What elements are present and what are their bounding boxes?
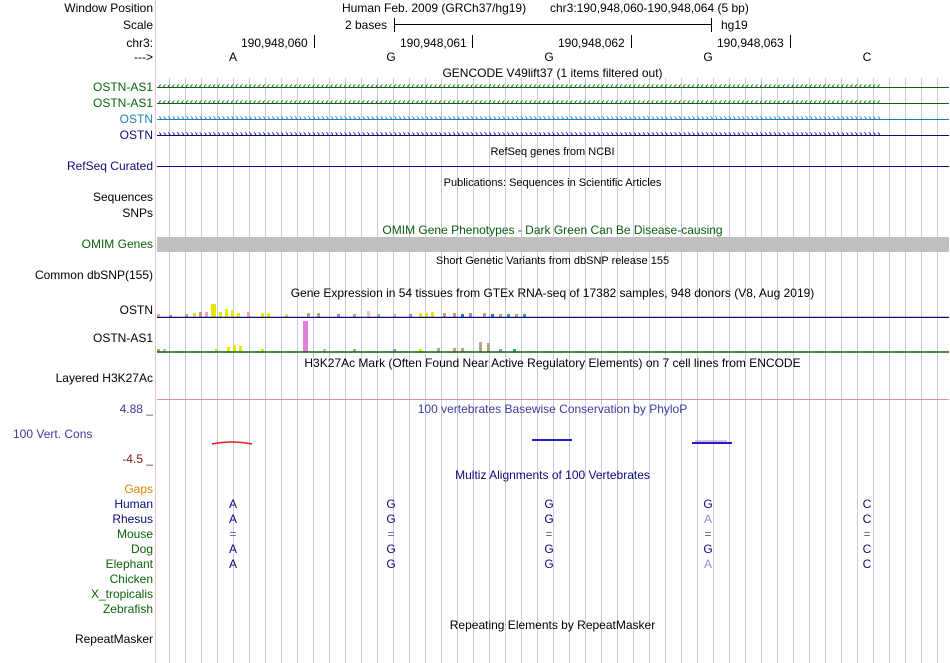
multiz-base: A [228,512,237,526]
gtex-ostn-as1-chart[interactable] [157,319,949,353]
gtex-ostn-as1-bars [157,321,516,352]
multiz-base: = [704,527,712,541]
strand-label[interactable]: ---> [134,50,153,64]
conservation-label[interactable]: 100 Vert. Cons [13,427,93,441]
gencode-track-label[interactable]: OSTN-AS1 [92,80,153,94]
multiz-base: C [862,557,872,571]
h3k27ac-label[interactable]: Layered H3K27Ac [55,371,153,385]
coordinate-label: 190,948,060 [241,36,308,50]
multiz-base: G [703,542,713,556]
ruler-base: C [862,50,872,64]
multiz-species-label[interactable]: Mouse [116,527,153,541]
gencode-strand-arrows-right: ›››››››››››››››››››››››››››››››››››››››››››››››››››››››››››››››››››››››››››››››››››››››››››››››››››››››››››››››››››››››››››››››››››››››››››››››››››››››››››››››› [157,114,881,124]
coordinate-label: 190,948,063 [717,36,784,50]
refseq-title[interactable]: RefSeq genes from NCBI [490,146,615,158]
coordinate-label: 190,948,061 [400,36,467,50]
multiz-base: A [228,497,237,511]
gencode-strand-arrows-left: ‹‹‹‹‹‹‹‹‹‹‹‹‹‹‹‹‹‹‹‹‹‹‹‹‹‹‹‹‹‹‹‹‹‹‹‹‹‹‹‹‹‹‹‹‹‹‹‹‹‹‹‹‹‹‹‹‹‹‹‹‹‹‹‹‹‹‹‹‹‹‹‹‹‹‹‹‹‹‹‹‹‹‹‹‹‹‹‹‹‹‹‹‹‹‹‹‹‹‹‹‹‹‹‹‹‹‹‹‹‹‹‹‹‹‹‹‹‹‹‹‹‹‹‹‹‹‹‹‹‹‹‹‹‹‹‹‹‹‹‹‹‹‹‹‹‹‹‹‹‹‹‹‹‹‹‹‹‹‹‹ [157,82,881,92]
refseq-track-line [157,166,949,167]
multiz-base: G [386,512,396,526]
multiz-species-label[interactable]: Human [114,497,153,511]
multiz-base: A [228,557,237,571]
omim-gene-bar[interactable] [157,237,949,252]
refseq-label[interactable]: RefSeq Curated [66,159,153,173]
h3k27ac-baseline [157,399,949,400]
multiz-gaps-label[interactable]: Gaps [124,482,153,496]
multiz-species-label[interactable]: Elephant [105,557,153,571]
gencode-track-label[interactable]: OSTN [119,112,153,126]
dbsnp-title[interactable]: Short Genetic Variants from dbSNP release 155 [435,255,670,267]
position-text[interactable]: chr3:190,948,060-190,948,064 (5 bp) [550,1,749,15]
gencode-title[interactable]: GENCODE V49lift37 (1 items filtered out) [442,66,663,80]
multiz-base: G [544,542,554,556]
multiz-base: C [862,542,872,556]
assembly-text[interactable]: Human Feb. 2009 (GRCh37/hg19) [342,1,527,15]
ruler-base: A [228,50,237,64]
multiz-species-label[interactable]: X_tropicalis [90,587,153,601]
coordinate-tick [631,35,632,48]
coordinate-tick [790,35,791,48]
gtex-ostn-chart[interactable] [157,300,949,318]
ruler-base: G [544,50,554,64]
multiz-base: A [228,542,237,556]
publications-snps-label[interactable]: SNPs [122,206,153,220]
multiz-base: = [863,527,871,541]
multiz-species-label[interactable]: Rhesus [112,512,153,526]
publications-sequences-label[interactable]: Sequences [92,190,153,204]
gencode-track-label[interactable]: OSTN [119,128,153,142]
gencode-track-label[interactable]: OSTN-AS1 [92,96,153,110]
scale-bar [394,24,712,25]
conservation-max-label: 4.88 _ [119,402,153,416]
chrom-label: chr3: [126,36,153,50]
multiz-species-label[interactable]: Dog [130,542,153,556]
coordinate-tick [314,35,315,48]
multiz-base: G [386,557,396,571]
multiz-base: G [703,497,713,511]
multiz-base: G [544,557,554,571]
scale-bar-left-tick [394,18,395,32]
scale-text: 2 bases [345,18,388,32]
multiz-base: G [544,497,554,511]
multiz-base: = [545,527,553,541]
gtex-ostn-bars [157,304,526,317]
repeatmasker-label[interactable]: RepeatMasker [74,632,153,646]
scale-label: Scale [122,18,153,32]
h3k27ac-title[interactable]: H3K27Ac Mark (Often Found Near Active Regulatory Elements) on 7 cell lines from ENCODE [304,356,801,370]
multiz-base: C [862,497,872,511]
conservation-min-label: -4.5 _ [122,452,153,466]
multiz-species-label[interactable]: Chicken [109,572,153,586]
coordinate-label: 190,948,062 [558,36,625,50]
multiz-base: G [386,542,396,556]
multiz-species-label[interactable]: Zebrafish [102,602,153,616]
gtex-ostn-as1-label[interactable]: OSTN-AS1 [92,331,153,345]
publications-title[interactable]: Publications: Sequences in Scientific Articles [443,177,662,189]
multiz-base: C [862,512,872,526]
multiz-base: A [703,512,712,526]
window-position-label: Window Position [64,1,153,15]
multiz-base: = [229,527,237,541]
conservation-chart[interactable] [157,430,949,454]
multiz-base: G [386,497,396,511]
dbsnp-label[interactable]: Common dbSNP(155) [34,268,153,282]
scale-db: hg19 [721,18,748,32]
multiz-base: G [544,512,554,526]
repeatmasker-title[interactable]: Repeating Elements by RepeatMasker [449,618,656,632]
scale-bar-right-tick [711,18,712,32]
multiz-base: = [387,527,395,541]
gencode-strand-arrows-right: ›››››››››››››››››››››››››››››››››››››››››››››››››››››››››››››››››››››››››››››››››››››››››››››››››››››››››››››››››››››››››››››››››››››››››››››››››››››››››››››››› [157,130,881,140]
coordinate-tick [472,35,473,48]
gtex-title[interactable]: Gene Expression in 54 tissues from GTEx RNA-seq of 17382 samples, 948 donors (V8, Aug 2019) [290,286,815,300]
conservation-title[interactable]: 100 vertebrates Basewise Conservation by PhyloP [417,402,688,416]
conservation-signal-negative [212,442,252,444]
multiz-base: A [703,557,712,571]
ruler-base: G [386,50,396,64]
gtex-ostn-label[interactable]: OSTN [119,303,153,317]
omim-label[interactable]: OMIM Genes [81,237,153,251]
multiz-title[interactable]: Multiz Alignments of 100 Vertebrates [455,468,650,482]
gencode-strand-arrows-left: ‹‹‹‹‹‹‹‹‹‹‹‹‹‹‹‹‹‹‹‹‹‹‹‹‹‹‹‹‹‹‹‹‹‹‹‹‹‹‹‹‹‹‹‹‹‹‹‹‹‹‹‹‹‹‹‹‹‹‹‹‹‹‹‹‹‹‹‹‹‹‹‹‹‹‹‹‹‹‹‹‹‹‹‹‹‹‹‹‹‹‹‹‹‹‹‹‹‹‹‹‹‹‹‹‹‹‹‹‹‹‹‹‹‹‹‹‹‹‹‹‹‹‹‹‹‹‹‹‹‹‹‹‹‹‹‹‹‹‹‹‹‹‹‹‹‹‹‹‹‹‹‹‹‹‹‹‹‹‹‹ [157,98,881,108]
ruler-base: G [703,50,713,64]
omim-title[interactable]: OMIM Gene Phenotypes - Dark Green Can Be Disease-causing [382,223,723,237]
track-left-border [155,0,156,663]
